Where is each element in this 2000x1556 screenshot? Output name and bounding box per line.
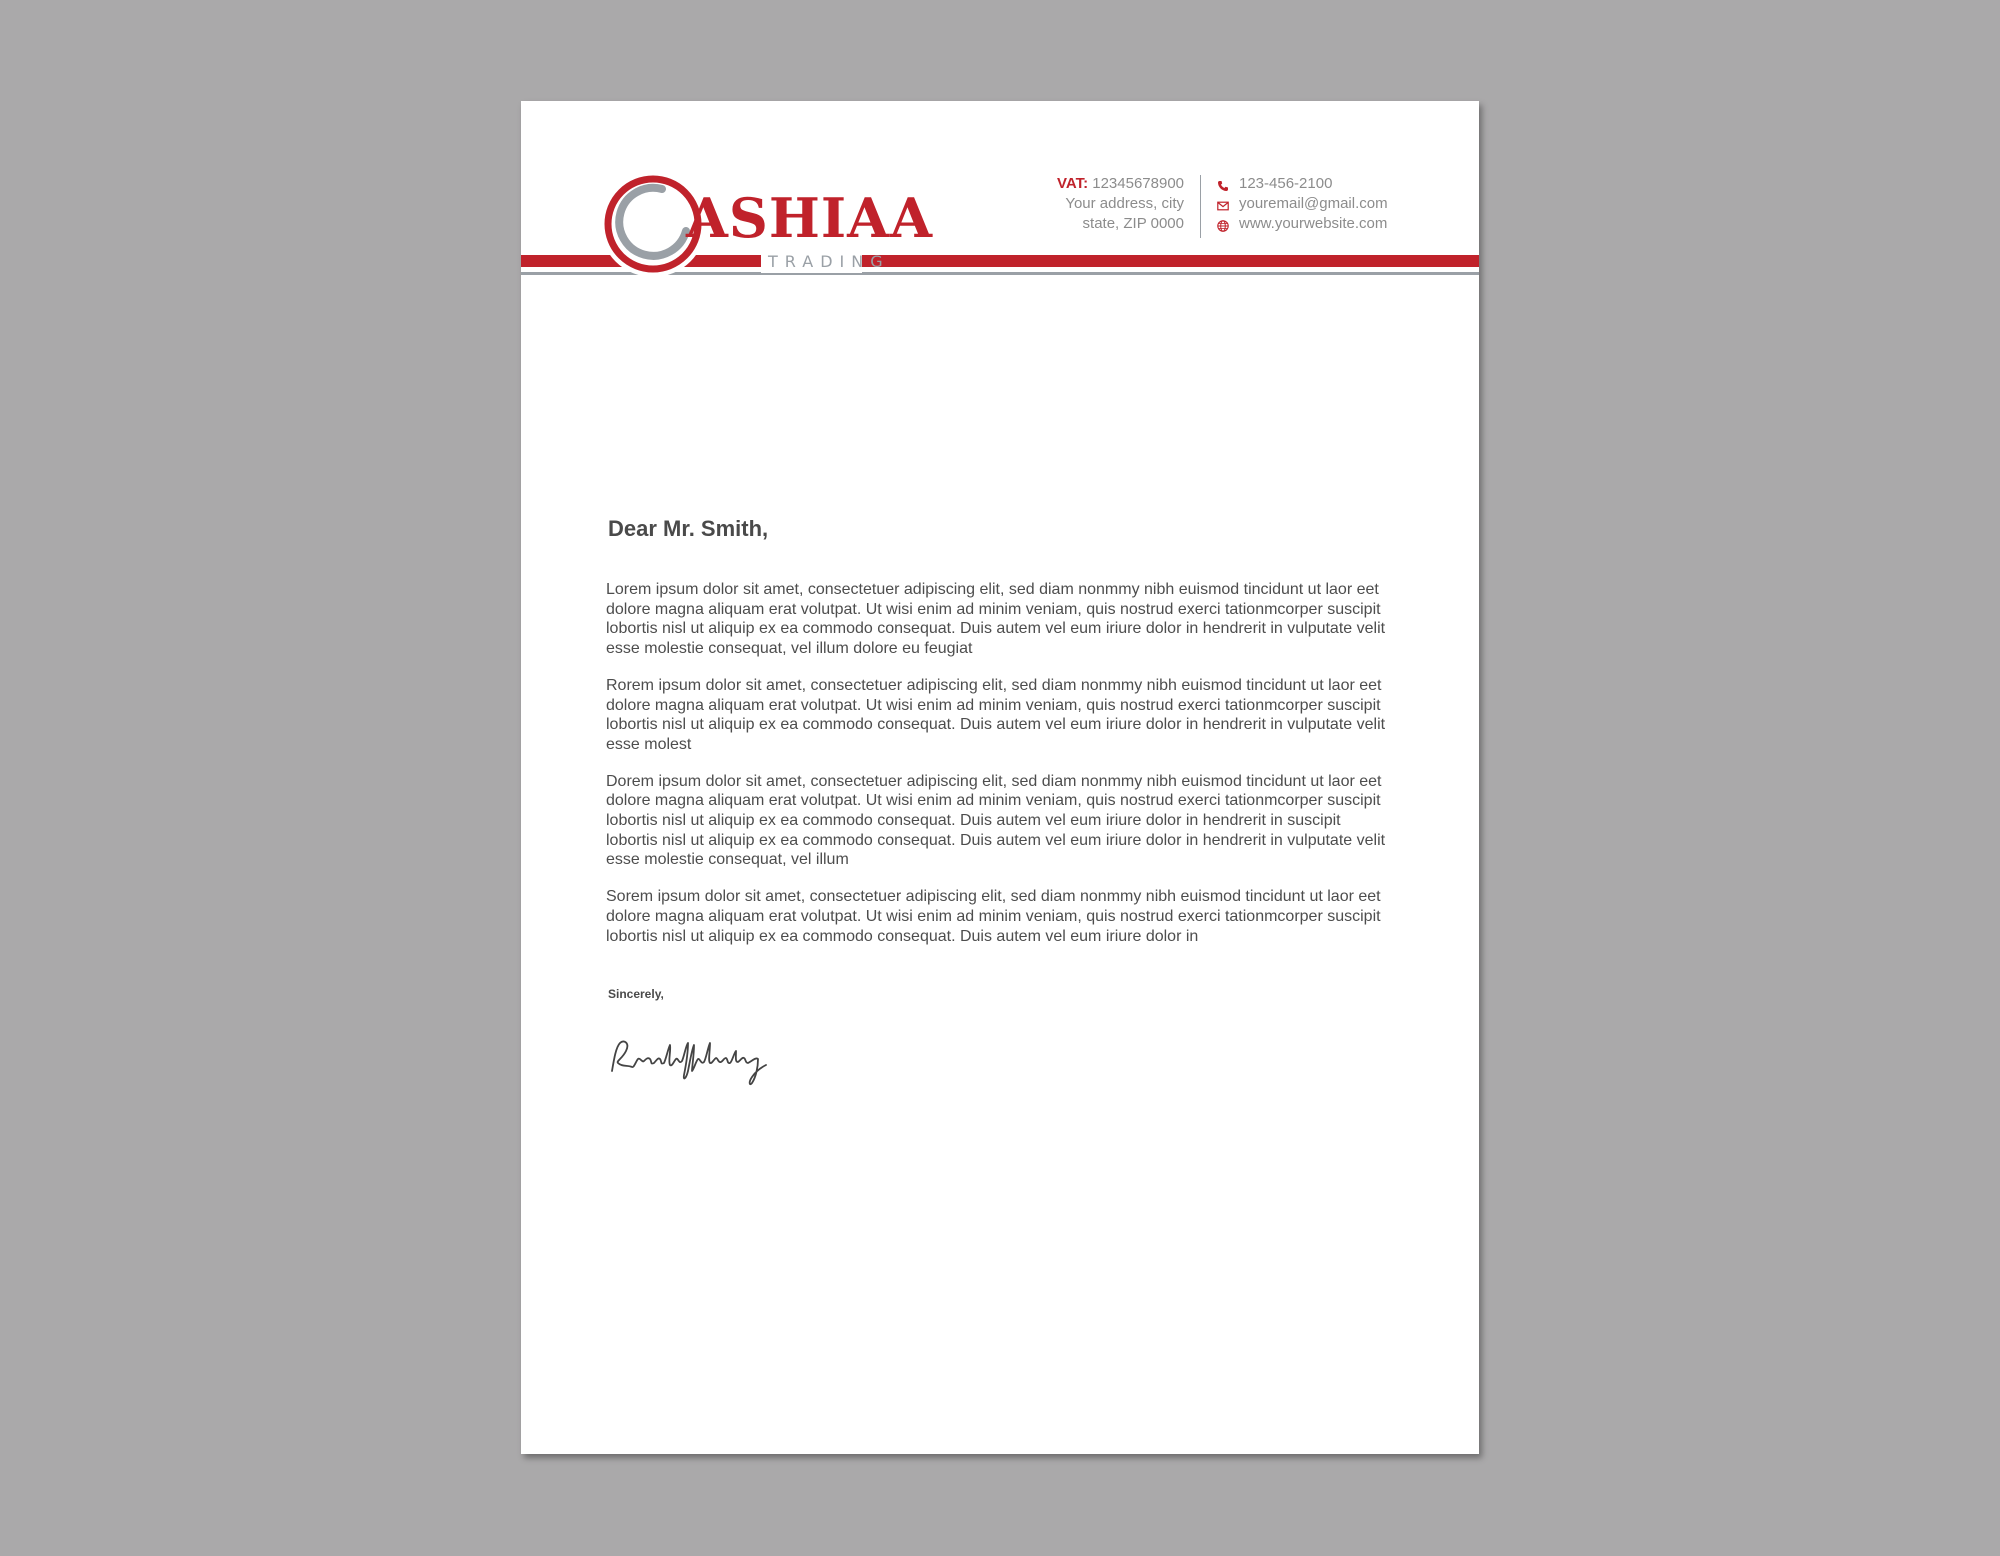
vat-number: 12345678900 [1092, 175, 1184, 192]
address-line-2: state, ZIP 0000 [1082, 215, 1184, 232]
company-details [1057, 174, 1184, 234]
body-paragraph: Lorem ipsum dolor sit amet, consectetuer adipiscing elit, sed diam nonmmy nibh euismod tincidunt ut laor eet dolore magna aliquam erat volutpat. Ut wisi enim ad minim veniam, quis nostrud exerci tationmcorper suscipit lobortis nisl ut aliquip ex ea commodo consequat. Duis autem vel eum iriure dolor in hendrerit in vulputate velit esse molestie consequat, vel illum dolore eu feugiat [606, 581, 1386, 658]
email-address[interactable]: youremail@gmail.com [1239, 195, 1388, 212]
globe-icon [1217, 218, 1229, 230]
logo-tagline: TRADING [768, 252, 890, 271]
closing: Sincerely, [608, 987, 664, 1001]
body-paragraph: Rorem ipsum dolor sit amet, consectetuer adipiscing elit, sed diam nonmmy nibh euismod tincidunt ut laor eet dolore magna aliquam erat volutpat. Ut wisi enim ad minim veniam, quis nostrud exerci tationmcorper suscipit lobortis nisl ut aliquip ex ea commodo consequat. Duis autem vel eum iriure dolor in hendrerit in vulputate velit esse molest [606, 676, 1386, 753]
body-paragraph: Dorem ipsum dolor sit amet, consectetuer adipiscing elit, sed diam nonmmy nibh euismod tincidunt ut laor eet dolore magna aliquam erat volutpat. Ut wisi enim ad minim veniam, quis nostrud exerci tationmcorper suscipit lobortis nisl ut aliquip ex ea commodo consequat. Duis autem vel eum iriure dolor in hendrerit in suscipit lobortis nisl ut aliquip ex ea commodo consequat. Duis autem vel eum iriure dolor in hendrerit in vulputate velit esse molestie consequat, vel illum [606, 772, 1386, 869]
mail-icon [1217, 198, 1229, 210]
body-paragraph: Sorem ipsum dolor sit amet, consectetuer adipiscing elit, sed diam nonmmy nibh euismod tincidunt ut laor eet dolore magna aliquam erat volutpat. Ut wisi enim ad minim veniam, quis nostrud exerci tationmcorper suscipit lobortis nisl ut aliquip ex ea commodo consequat. Duis autem vel eum iriure dolor in [606, 888, 1381, 945]
logo-wordmark: ASHIAA [686, 186, 933, 250]
phone-icon [1217, 178, 1229, 190]
contact-divider [1200, 175, 1201, 238]
phone-row [1217, 174, 1388, 194]
company-logo [600, 171, 933, 286]
signature-drawing [606, 1031, 776, 1091]
vat-line [1057, 174, 1184, 194]
email-row [1217, 194, 1388, 214]
salutation: Dear Mr. Smith, [608, 516, 769, 541]
phone-number: 123-456-2100 [1239, 175, 1333, 192]
letter-body [606, 580, 1396, 963]
handwritten-signature [606, 1031, 776, 1091]
address-line-1: Your address, city [1065, 195, 1184, 212]
website-url[interactable]: www.yourwebsite.com [1239, 215, 1388, 232]
letterhead-page [521, 101, 1479, 1454]
website-row [1217, 214, 1388, 234]
vat-label: VAT: [1056, 175, 1089, 192]
contact-info [1217, 174, 1388, 234]
